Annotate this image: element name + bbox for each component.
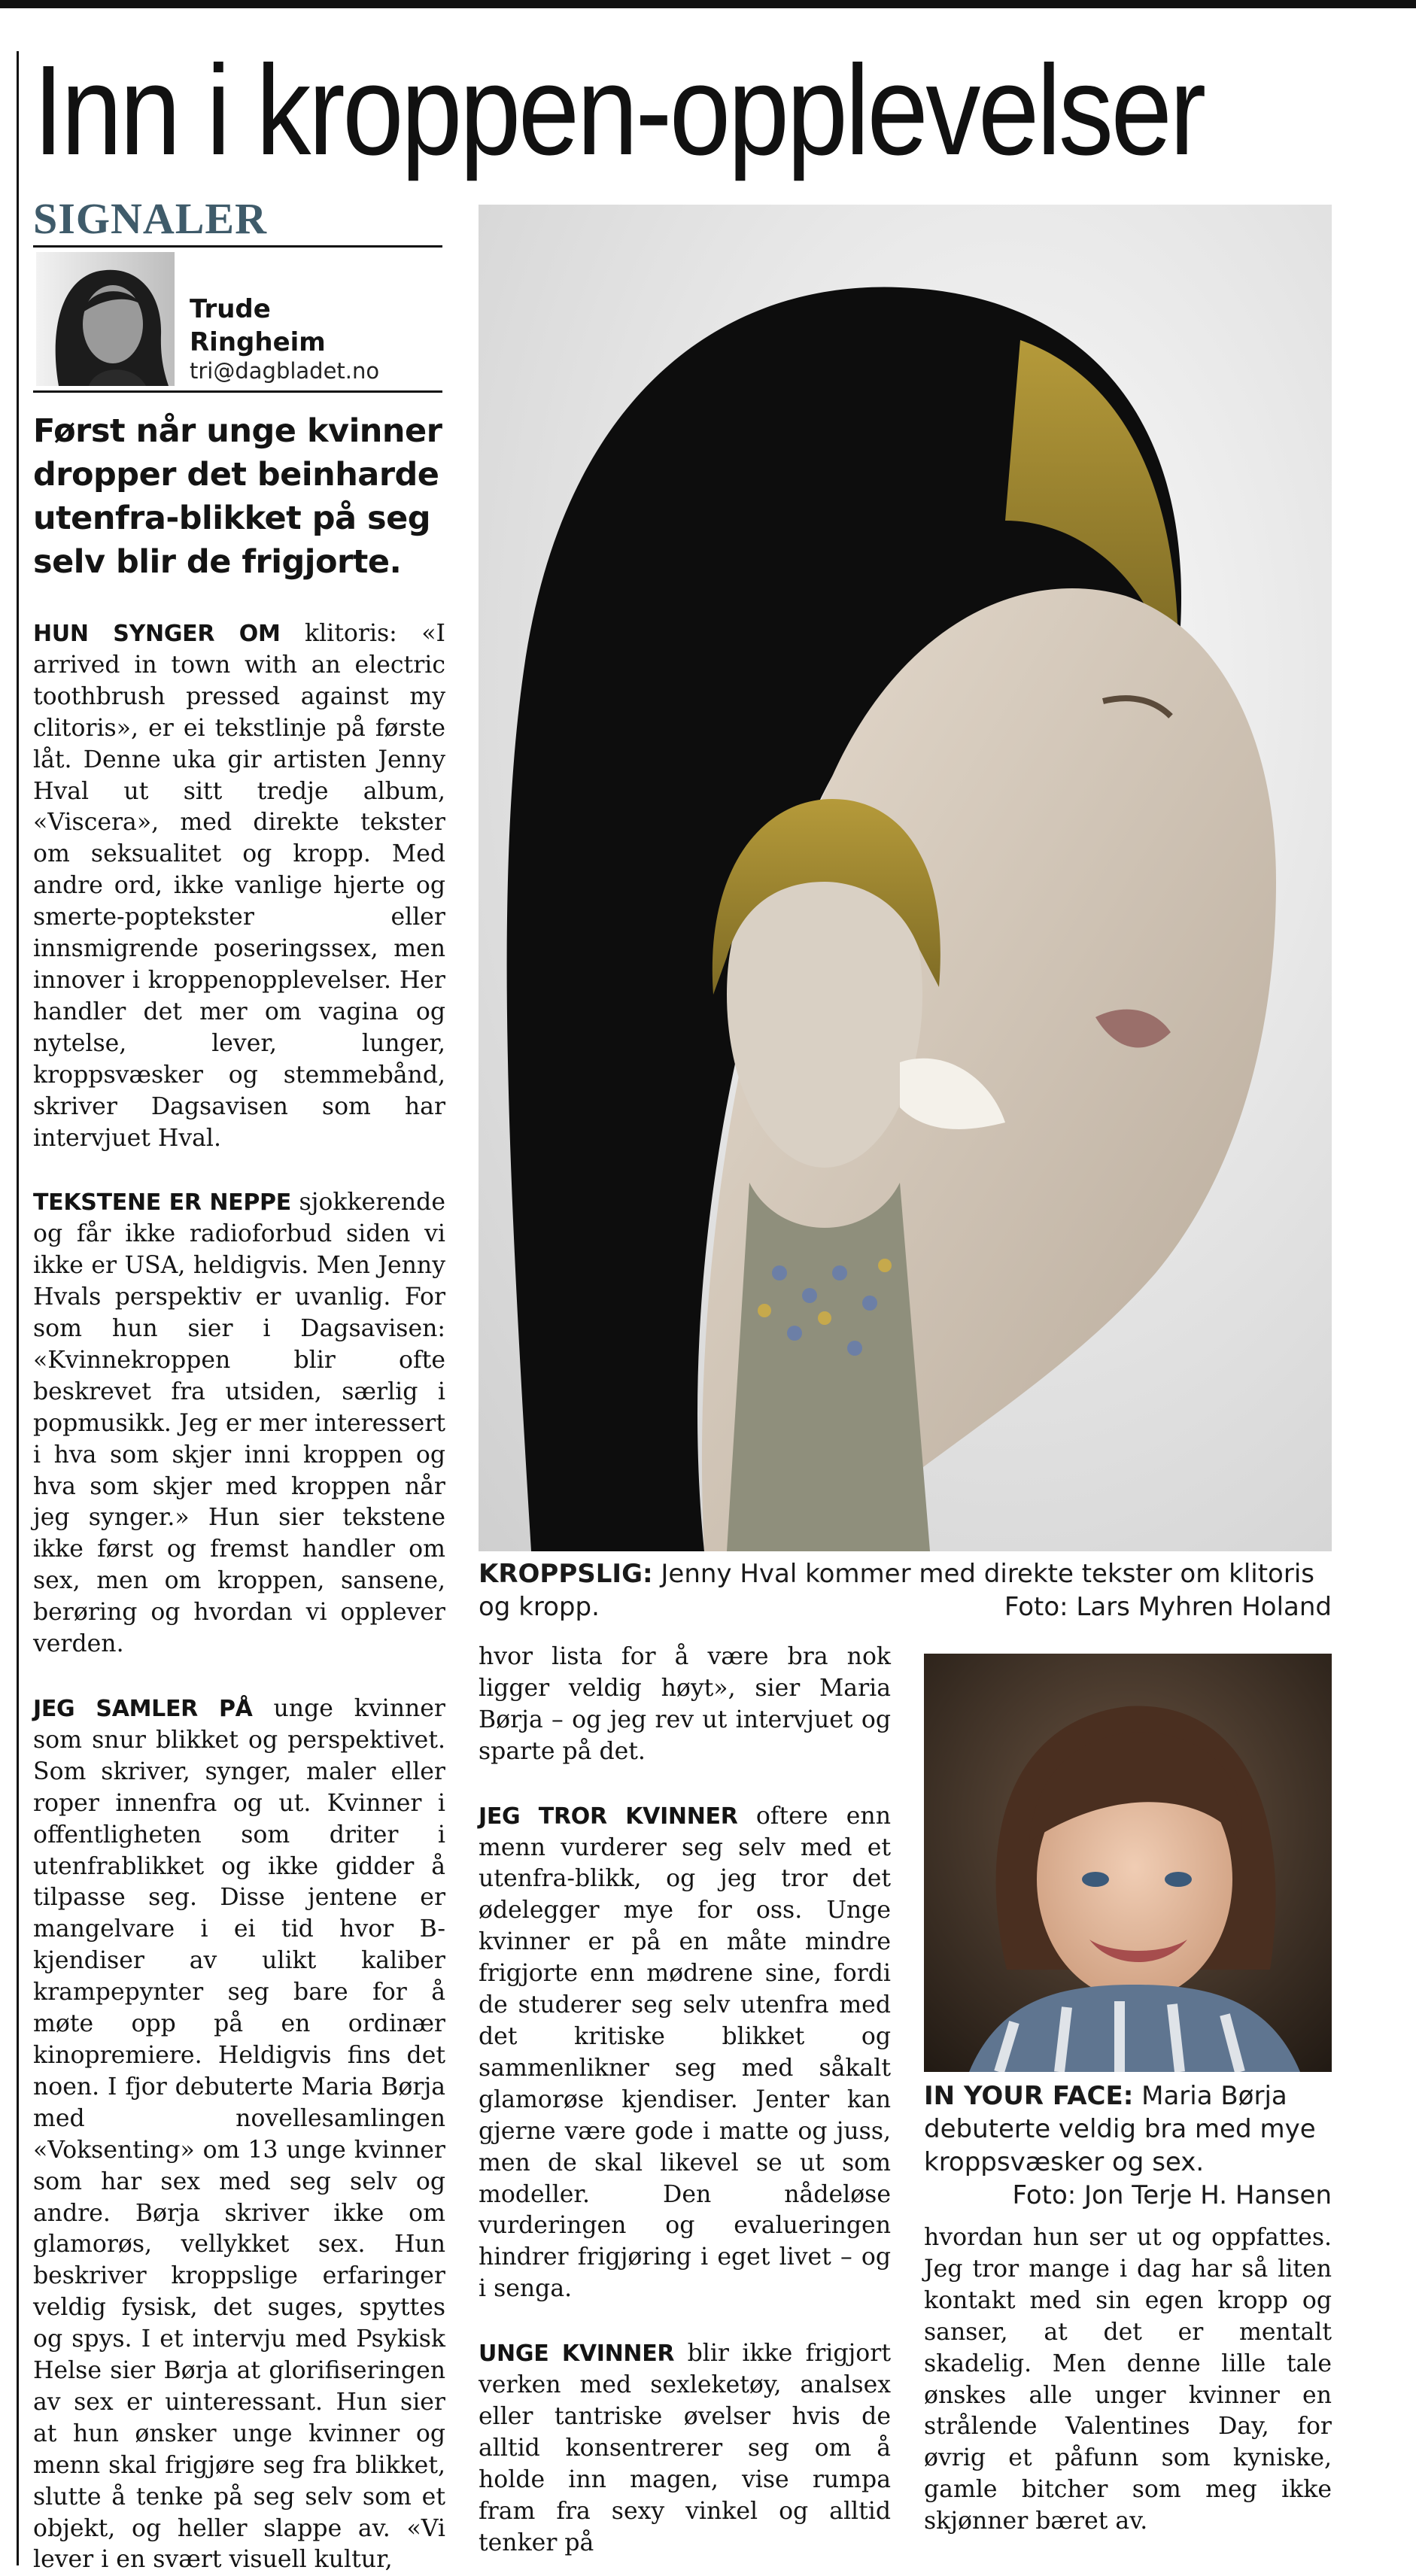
paragraph-lead: TEKSTENE ER NEPPE <box>33 1189 291 1217</box>
paragraph <box>479 1801 891 2306</box>
author-first-name: Trude <box>190 294 271 324</box>
article-column-2 <box>479 1642 891 2559</box>
paragraph-text: oftere enn menn vurderer seg selv med et utenfra-blikk, og jeg tror det ødelegger mye for oss. Unge kvinner er på en måte mindre frigjorte enn mødrene sine, fordi de studerer seg selv utenfra med det kritiske blikket og sammenlikner seg med såkalt glamorøse kjendiser. Jenter kan gjerne være gode i matte og juss, men de skal likevel se ut som modeller. Den nådeløse vurderingen og evalueringen hindrer frigjøring i eget livet – og i senga. <box>479 1802 891 2303</box>
author-email[interactable]: tri@dagbladet.no <box>190 358 380 384</box>
paragraph-text: klitoris: «I arrived in town with an electric toothbrush pressed against my clitoris», er ei tekstlinje på første låt. Denne uka gir artisten Jenny Hval ut sitt tredje album, «Viscera», med direkte tekster om seksualitet og kropp. Med andre ord, ikke vanlige hjerte og smerte-poptekster eller innsmigrende poseringssex, men innover i kroppenopplevelser. Her handler det mer om vagina og nytelse, lever, lunger, kroppsvæsker og stemmebånd, skriver Dagsavisen som har intervjuet Hval. <box>33 620 445 1152</box>
second-photo <box>924 1654 1332 2072</box>
caption-text: Maria Børja debuterte veldig bra med mye kroppsvæsker og sex. <box>924 2081 1316 2177</box>
paragraph-lead: HUN SYNGER OM <box>33 621 281 647</box>
main-photo-caption <box>479 1557 1332 1624</box>
paragraph-text: sjokkerende og får ikke radioforbud siden vi ikke er USA, heldigvis. Men Jenny Hvals perspektiv er uvanlig. For som hun sier i Dagsavisen: «Kvinnekroppen blir ofte beskrevet fra utsiden, særlig i popmusikk. Jeg er mer interessert i hva som skjer inni kroppen og hva som skjer med kroppen når jeg synger.» Hun sier tekstene ikke først og fremst handler om sex, men om kroppen, sansene, berøring og hvordan vi opplever verden. <box>33 1189 445 1658</box>
paragraph-text: blir ikke frigjort verken med sexleketøy, analsex eller tantriske øvelser hvis de alltid konsentrerer seg om å holde inn magen, vise rumpa fram fra sexy vinkel og alltid tenker på <box>479 2340 891 2556</box>
byline <box>33 245 442 393</box>
caption-head: KROPPSLIG: <box>479 1559 653 1589</box>
photo-credit: Foto: Jon Terje H. Hansen <box>1012 2180 1332 2210</box>
paragraph-lead: JEG SAMLER PÅ <box>33 1696 253 1722</box>
second-photo-illustration-icon <box>924 1654 1332 2072</box>
paragraph <box>924 2222 1332 2538</box>
paragraph-text: hvor lista for å være bra nok ligger veldig høyt», sier Maria Børja – og jeg rev ut intervjuet og sparte på det. <box>479 1643 891 1765</box>
article-column-3 <box>924 2222 1332 2538</box>
main-photo-illustration-icon <box>479 205 1332 1551</box>
left-column-rule <box>17 51 19 2565</box>
paragraph-text: unge kvinner som snur blikket og perspektivet. Som skriver, synger, maler eller roper innenfra og ut. Kvinner i offentligheten som driter i utenfrablikket og ikke gidder å tilpasse seg. Disse jentene er mangelvare i ei tid hvor B-kjendiser av ulikt kaliber krampepynter seg bare for å møte opp på en ordinær kinopremiere. Heldigvis fins det noen. I fjor debuterte Maria Børja med novellesamlingen «Voksenting» om 13 unge kvinner som har sex med seg selv og andre. Børja skriver ikke om glamorøs, vellykket sex. Hun beskriver kroppslige erfaringer veldig fysisk, det suges, spyttes og spys. I et intervju med Psykisk Helse sier Børja at glorifiseringen av sex er uinteressant. Hun sier at hun ønsker unge kvinner og menn skal frigjøre seg fra blikket, slutte å tenke på seg selv som et objekt, og heller slappe av. «Vi lever i en svært visuell kultur, <box>33 1695 445 2574</box>
headline: Inn i kroppen-opplevelser <box>33 39 1204 182</box>
author-last-name: Ringheim <box>190 327 326 357</box>
caption-text: Jenny Hval kommer med direkte tekster om klitoris og kropp. <box>479 1559 1314 1622</box>
paragraph <box>479 2338 891 2559</box>
section-label: SIGNALER <box>33 194 267 243</box>
author-name <box>190 293 430 359</box>
author-portrait-icon <box>36 252 175 386</box>
paragraph <box>33 618 445 1154</box>
paragraph <box>33 1694 445 2576</box>
paragraph-text: hvordan hun ser ut og oppfattes. Jeg tror mange i dag har så liten kontakt med sin egen kropp og sanser, at det er mentalt skadelig. Men denne lille tale ønskes alle unger kvinner en strålende Valentines Day, for øvrig et påfunn som kyniske, gamle bitcher som meg ikke skjønner bæret av. <box>924 2224 1332 2535</box>
paragraph <box>479 1642 891 1768</box>
paragraph-lead: UNGE KVINNER <box>479 2341 675 2368</box>
paragraph-lead: JEG TROR KVINNER <box>479 1803 738 1830</box>
article-column-1 <box>33 618 445 2576</box>
photo-credit: Foto: Lars Myhren Holand <box>1004 1592 1332 1622</box>
caption-head: IN YOUR FACE: <box>924 2081 1134 2111</box>
top-rule <box>0 0 1416 8</box>
second-photo-caption <box>924 2079 1332 2212</box>
ingress: Først når unge kvinner dropper det beinharde utenfra-blikket på seg selv blir de frigjorte. <box>33 412 442 581</box>
main-photo <box>479 205 1332 1551</box>
paragraph <box>33 1187 445 1660</box>
